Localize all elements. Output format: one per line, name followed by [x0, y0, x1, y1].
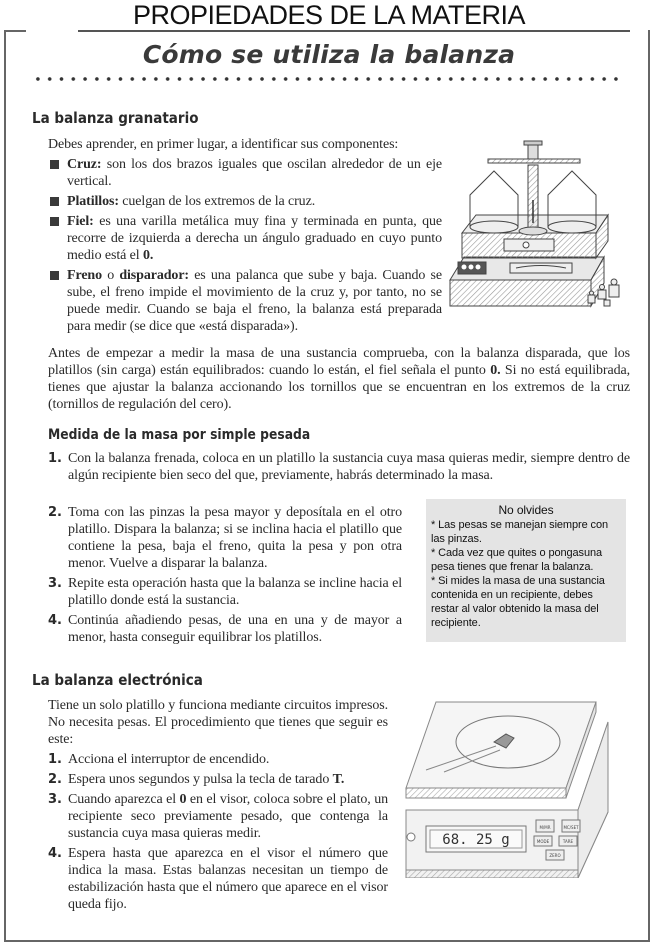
frame-corner — [4, 30, 26, 32]
component-fiel: Fiel: es una varilla metálica muy fina y terminada en punta, que recorre de izquierda a derecha un ángulo graduado en cuyo punto medio está el 0. — [48, 213, 442, 264]
electronica-step-2: 2. Espera unos segundos y pulsa la tecla de tarado T. — [48, 772, 345, 787]
electronica-step-4: 4. Espera hasta que aparezca en el visor el número que indica la masa. Estas balanzas necesitan un tiempo de estabilización hasta que el número que aparece en el visor queda fijo. — [48, 846, 388, 912]
simple-pesada-step-2: 2. Toma con las pinzas la pesa mayor y deposítala en el otro platillo. Dispara la balanza; si se inclina hacia el platillo que contiene la pesa, baja el freno, quita la pesa y pon otra menor. Vuelve a disparar la balanza. — [48, 505, 402, 571]
simple-pesada-step-1: 1. Con la balanza frenada, coloca en un platillo la sustancia cuya masa quieras medir, siempre dentro de algún recipiente bien seco del que, previamente, habrás determinado la masa. — [48, 451, 630, 483]
key-zero: ZERO — [549, 853, 561, 858]
bullet-square-icon — [50, 271, 59, 280]
dotted-divider — [32, 74, 624, 84]
section-heading-granatario: La balanza granatario — [32, 109, 199, 127]
page-header-title: PROPIEDADES DE LA MATERIA — [132, 0, 526, 30]
bullet-square-icon — [50, 160, 59, 169]
granatario-balance-illustration — [446, 135, 646, 325]
key-tare: TARE — [562, 839, 574, 844]
simple-pesada-steps — [48, 504, 402, 649]
note-item: * Si mides la masa de una sustancia contenida en un recipiente, debes restar al valor obtenido la masa del recipiente. — [431, 575, 605, 629]
granatario-intro: Debes aprender, en primer lugar, a identificar sus componentes: — [48, 137, 399, 152]
component-cruz: Cruz: son los dos brazos iguales que oscilan alrededor de un eje vertical. — [48, 156, 442, 190]
electronica-intro: Tiene un solo platillo y funciona mediante circuitos impresos. No necesita pesas. El procedimiento que tienes que seguir es este: — [48, 698, 388, 747]
simple-pesada-step-3: 3. Repite esta operación hasta que la balanza se incline hacia el platillo donde está la sustancia. — [48, 576, 402, 608]
main-title: Cómo se utiliza la balanza — [142, 40, 516, 69]
component-freno: Freno o disparador: es una palanca que sube y baja. Cuando se sube, el freno impide el movimiento de la cruz y, por tanto, no se puede medir. Cuando se baja el freno, la balanza está preparada para medir (se dice que «está disparada»). — [48, 267, 442, 335]
key-mc-set: MC/SET — [563, 825, 579, 830]
section-heading-simple-pesada: Medida de la masa por simple pesada — [48, 427, 311, 443]
note-item: * Cada vez que quites o pongasuna pesa tienes que frenar la balanza. — [431, 547, 602, 573]
electronica-step-1: 1. Acciona el interruptor de encendido. — [48, 752, 270, 767]
note-item: * Las pesas se manejan siempre con las pinzas. — [431, 519, 608, 545]
no-olvides-note — [426, 499, 626, 642]
note-title: No olvides — [498, 503, 554, 517]
key-m-mr: M/MR — [539, 825, 551, 830]
bullet-square-icon — [50, 217, 59, 226]
section-heading-electronica: La balanza electrónica — [32, 671, 203, 689]
bullet-square-icon — [50, 197, 59, 206]
electronica-step-3: 3. Cuando aparezca el 0 en el visor, coloca sobre el plato, un recipiente seco previamente pesado, que contenga la sustancia cuya masa quieras medir. — [48, 792, 388, 841]
electronic-balance-illustration — [396, 692, 636, 878]
granatario-paragraph: Antes de empezar a medir la masa de una sustancia comprueba, con la balanza disparada, que los platillos (sin carga) están equilibrados: cuando lo están, el fiel señala el punto 0. Si no está equilibrada, tienes que ajustar la balanza accionando los tornillos que se encuentran en los extremos de la cruz (tornillos de regulación del cero). — [48, 346, 631, 412]
component-platillos: Platillos: cuelgan de los extremos de la cruz. — [48, 193, 442, 210]
electronica-content — [48, 697, 388, 916]
simple-pesada-step-4: 4. Continúa añadiendo pesas, de una en una y de mayor a menor, hasta conseguir equilibrar los platillos. — [48, 613, 402, 645]
granatario-components — [48, 136, 442, 338]
key-mode: MODE — [536, 839, 550, 844]
balance-display-reading: 68. 25 g — [442, 832, 510, 848]
